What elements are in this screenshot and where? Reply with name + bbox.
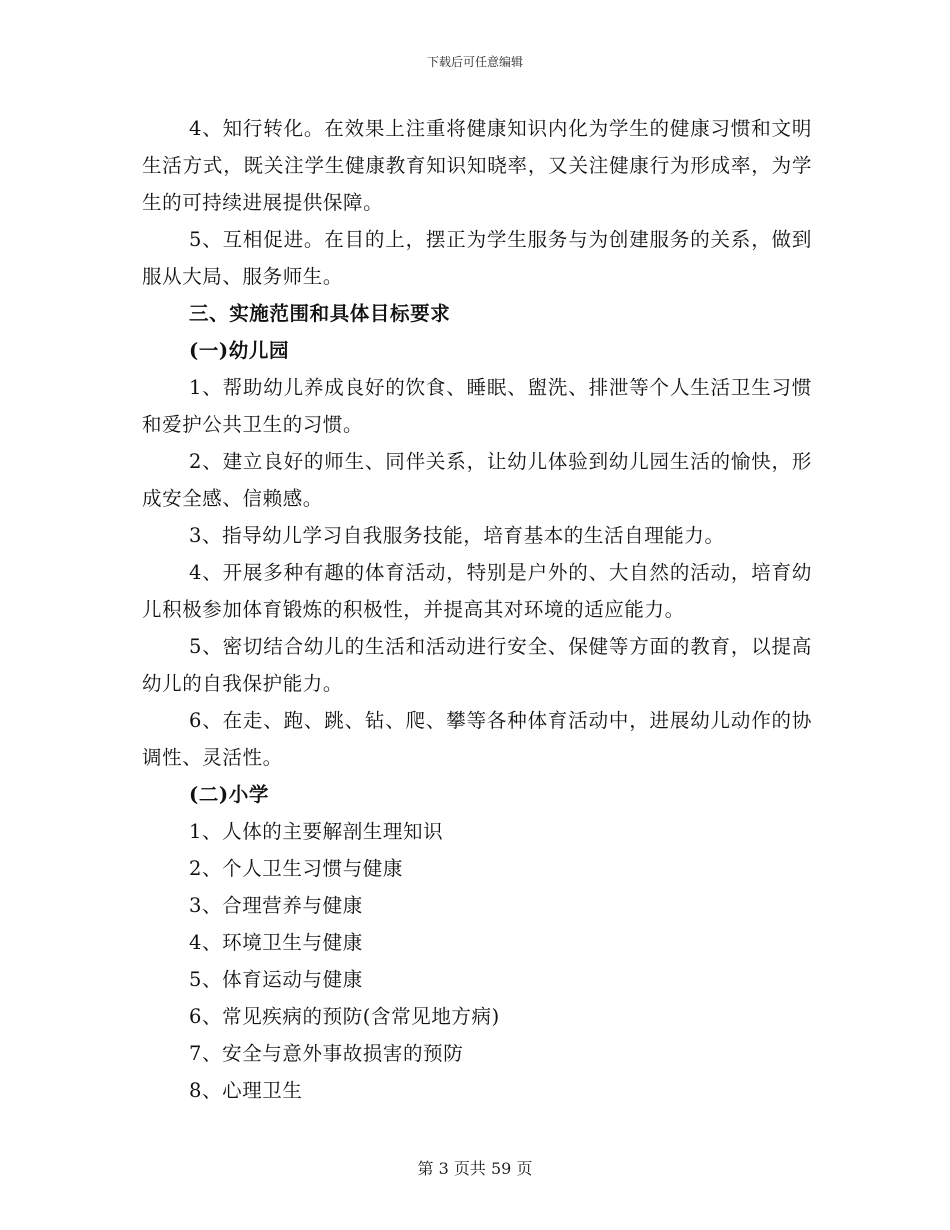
kindergarten-item: 1、帮助幼儿养成良好的饮食、睡眠、盥洗、排泄等个人生活卫生习惯和爱护公共卫生的习惯。 <box>142 376 812 436</box>
section-heading: 三、实施范围和具体目标要求 <box>189 302 451 325</box>
page-header: 下载后可任意编辑 <box>426 55 523 69</box>
primary-item: 8、心理卫生 <box>189 1079 303 1102</box>
primary-item: 5、体育运动与健康 <box>189 968 363 991</box>
primary-item: 1、人体的主要解剖生理知识 <box>189 820 444 843</box>
primary-item: 7、安全与意外事故损害的预防 <box>189 1042 464 1065</box>
paragraph-mutual-promotion: 5、互相促进。在目的上，摆正为学生服务与为创建服务的关系，做到服从大局、服务师生。 <box>142 228 812 288</box>
page-footer: 第 3 页共 59 页 <box>417 1159 533 1178</box>
kindergarten-item: 3、指导幼儿学习自我服务技能，培育基本的生活自理能力。 <box>189 524 725 547</box>
primary-item: 4、环境卫生与健康 <box>189 931 363 954</box>
kindergarten-item: 2、建立良好的师生、同伴关系，让幼儿体验到幼儿园生活的愉快，形成安全感、信赖感。 <box>142 450 812 510</box>
kindergarten-item: 6、在走、跑、跳、钻、爬、攀等各种体育活动中，进展幼儿动作的协调性、灵活性。 <box>142 709 812 769</box>
primary-item: 6、常见疾病的预防(含常见地方病) <box>189 1005 500 1028</box>
subsection-heading-primary: (二)小学 <box>189 783 269 806</box>
primary-item: 2、个人卫生习惯与健康 <box>189 857 404 880</box>
kindergarten-item: 5、密切结合幼儿的生活和活动进行安全、保健等方面的教育，以提高幼儿的自我保护能力。 <box>142 635 812 695</box>
paragraph-knowledge-transfer: 4、知行转化。在效果上注重将健康知识内化为学生的健康习惯和文明生活方式，既关注学生健康教育知识知晓率，又关注健康行为形成率，为学生的可持续进展提供保障。 <box>142 117 812 214</box>
kindergarten-item: 4、开展多种有趣的体育活动，特别是户外的、大自然的活动，培育幼儿积极参加体育锻炼的积极性，并提高其对环境的适应能力。 <box>142 561 812 621</box>
document-body <box>142 110 812 1109</box>
subsection-heading-kindergarten: (一)幼儿园 <box>189 339 290 362</box>
primary-item: 3、合理营养与健康 <box>189 894 363 917</box>
